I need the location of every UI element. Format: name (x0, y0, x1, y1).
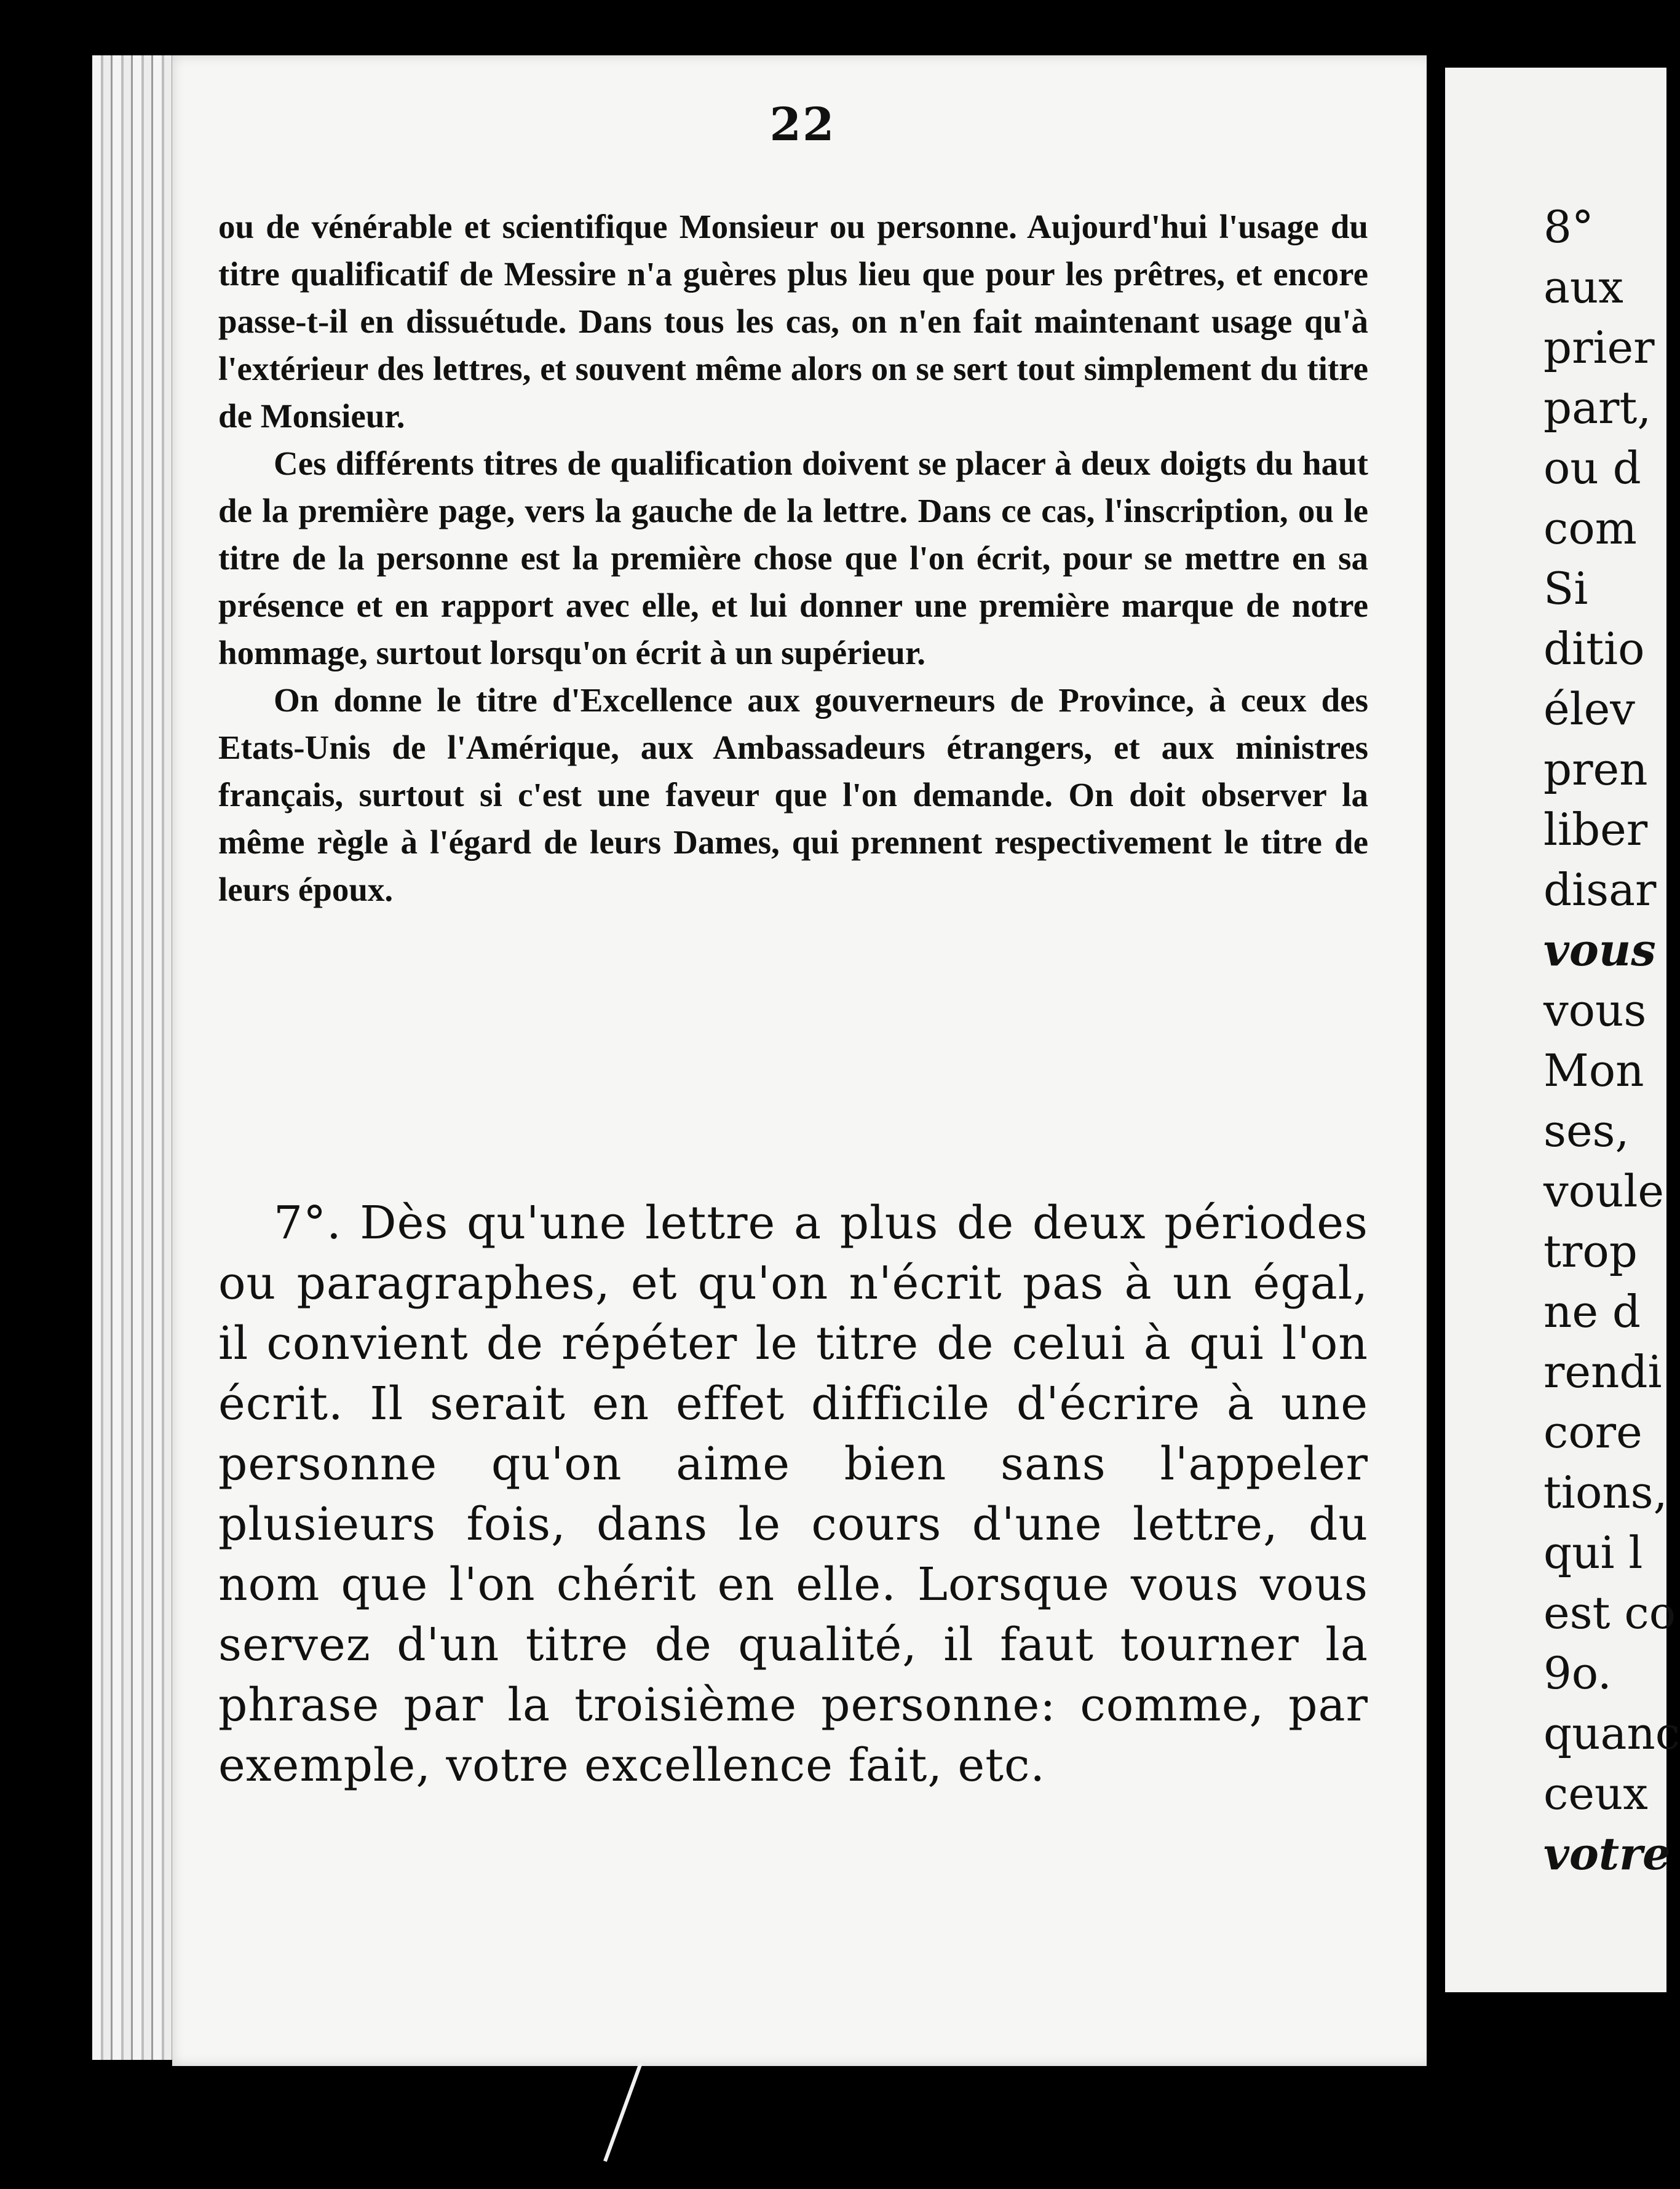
right-line: 9o. (1543, 1647, 1612, 1699)
paragraph-7: 7°. Dès qu'une lettre a plus de deux périodes ou paragraphes, et qu'on n'écrit pas à un égal, il convient de répéter le titre de celui à qui l'on écrit. Il serait en effet difficile d'écrire à une personne qu'on aime bien sans l'appeler plusieurs fois, dans le cours d'une lettre, du nom que l'on chérit en elle. Lorsque vous vous servez d'un titre de qualité, il faut tourner la phrase par la troisième personne: comme, par exemple, votre excellence fait, etc. (218, 1197, 1368, 1792)
book-gutter (1427, 0, 1445, 2189)
right-line: est co (1543, 1587, 1676, 1639)
right-line: votre (1543, 1827, 1671, 1880)
right-line: vous (1543, 924, 1656, 976)
right-line: qui l (1543, 1527, 1643, 1578)
right-line: disar (1543, 864, 1657, 916)
right-line: Mon (1543, 1045, 1644, 1096)
page-edges (92, 55, 180, 2060)
right-line: Si (1543, 563, 1588, 614)
right-line: quanc (1543, 1708, 1680, 1759)
right-page-text (1543, 197, 1680, 1884)
right-line: vous (1543, 984, 1647, 1036)
right-line: com (1543, 502, 1637, 554)
right-line: liber (1543, 804, 1648, 855)
large-text-block (218, 1193, 1368, 1795)
right-line: core (1543, 1406, 1642, 1458)
paragraph-1: ou de vénérable et scientifique Monsieur ou personne. Aujourd'hui l'usage du titre qualificatif de Messire n'a guères plus lieu que pour les prêtres, et encore passe-t-il en dissuétude. Dans tous les cas, on n'en fait maintenant usage qu'à l'extérieur des lettres, et souvent même alors on se sert tout simplement du titre de Monsieur. (218, 208, 1368, 435)
right-line: voule (1543, 1165, 1665, 1217)
paragraph-3: On donne le titre d'Excellence aux gouverneurs de Province, à ceux des Etats-Unis de l'Amérique, aux Ambassadeurs étrangers, et aux ministres français, surtout si c'est une faveur que l'on demande. On doit observer la même règle à l'égard de leurs Dames, qui prennent respectivement le titre de leurs époux. (218, 681, 1368, 908)
scan-scratch (603, 2062, 643, 2162)
right-line: élev (1543, 683, 1635, 735)
left-page (172, 55, 1433, 2066)
right-line: ne d (1543, 1286, 1641, 1337)
right-page (1445, 68, 1680, 1992)
right-line: trop (1543, 1225, 1638, 1277)
right-line: aux (1543, 261, 1623, 313)
right-line: prier (1543, 322, 1655, 373)
right-line: tions, (1543, 1467, 1668, 1518)
small-text-block (218, 203, 1368, 913)
page-number: 22 (769, 98, 836, 151)
right-line: ses, (1543, 1105, 1630, 1157)
paragraph-2: Ces différents titres de qualification doivent se placer à deux doigts du haut de la première page, vers la gauche de la lettre. Dans ce cas, l'inscription, ou le titre de la personne est la première chose que l'on écrit, pour se mettre en sa présence et en rapport avec elle, et lui donner une première marque de notre hommage, surtout lorsqu'on écrit à un supérieur. (218, 445, 1368, 671)
right-line: pren (1543, 743, 1648, 795)
right-line: part, (1543, 382, 1652, 433)
right-line: 8° (1543, 201, 1594, 253)
right-line: ceux (1543, 1768, 1648, 1819)
right-line: rendi (1543, 1346, 1662, 1398)
right-line: ou d (1543, 442, 1641, 494)
right-line: ditio (1543, 623, 1645, 675)
